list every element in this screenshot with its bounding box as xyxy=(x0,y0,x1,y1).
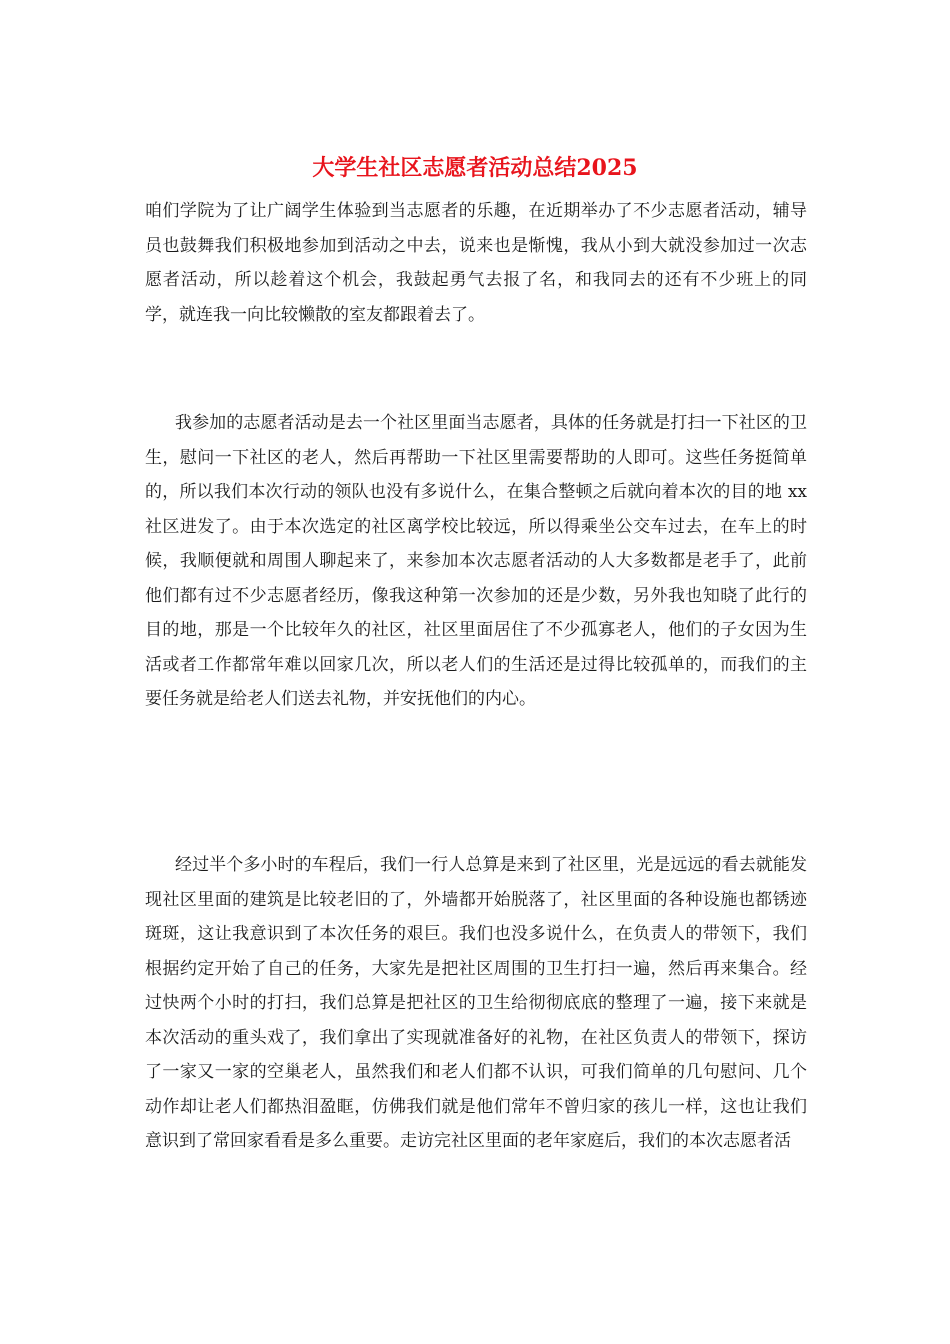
paragraph-1: 咱们学院为了让广阔学生体验到当志愿者的乐趣，在近期举办了不少志愿者活动，辅导员也鼓舞我们积极地参加到活动之中去，说来也是惭愧，我从小到大就没参加过一次志愿者活动，所以趁着这个机会，我鼓起勇气去报了名，和我同去的还有不少班上的同学，就连我一向比较懒散的室友都跟着去了。 xyxy=(145,201,807,325)
page-title: 大学生社区志愿者活动总结2025 xyxy=(312,155,638,181)
paragraph-2: 我参加的志愿者活动是去一个社区里面当志愿者，具体的任务就是打扫一下社区的卫生，慰问一下社区的老人，然后再帮助一下社区里需要帮助的人即可。这些任务挺简单的，所以我们本次行动的领队也没有多说什么，在集合整顿之后就向着本次的目的地 xx社区进发了。由于本次选定的社区离学校比较远，所以得乘坐公交车过去，在车上的时候，我顺便就和周围人聊起来了，来参加本次志愿者活动的人大多数都是老手了，此前他们都有过不少志愿者经历，像我这种第一次参加的还是少数，另外我也知晓了此行的目的地，那是一个比较年久的社区，社区里面居住了不少孤寡老人，他们的子女因为生活或者工作都常年难以回家几次，所以老人们的生活还是过得比较孤单的，而我们的主要任务就是给老人们送去礼物，并安抚他们的内心。 xyxy=(145,413,807,709)
paragraph-3: 经过半个多小时的车程后，我们一行人总算是来到了社区里，光是远远的看去就能发现社区里面的建筑是比较老旧的了，外墙都开始脱落了，社区里面的各种设施也都锈迹斑斑，这让我意识到了本次任务的艰巨。我们也没多说什么，在负责人的带领下，我们根据约定开始了自己的任务，大家先是把社区周围的卫生打扫一遍，然后再来集合。经过快两个小时的打扫，我们总算是把社区的卫生给彻彻底底的整理了一遍，接下来就是本次活动的重头戏了，我们拿出了实现就准备好的礼物，在社区负责人的带领下，探访了一家又一家的空巢老人，虽然我们和老人们都不认识，可我们简单的几句慰问、几个动作却让老人们都热泪盈眶，仿佛我们就是他们常年不曾归家的孩儿一样，这也让我们意识到了常回家看看是多么重要。走访完社区里面的老年家庭后，我们的本次志愿者活 xyxy=(145,855,807,1151)
